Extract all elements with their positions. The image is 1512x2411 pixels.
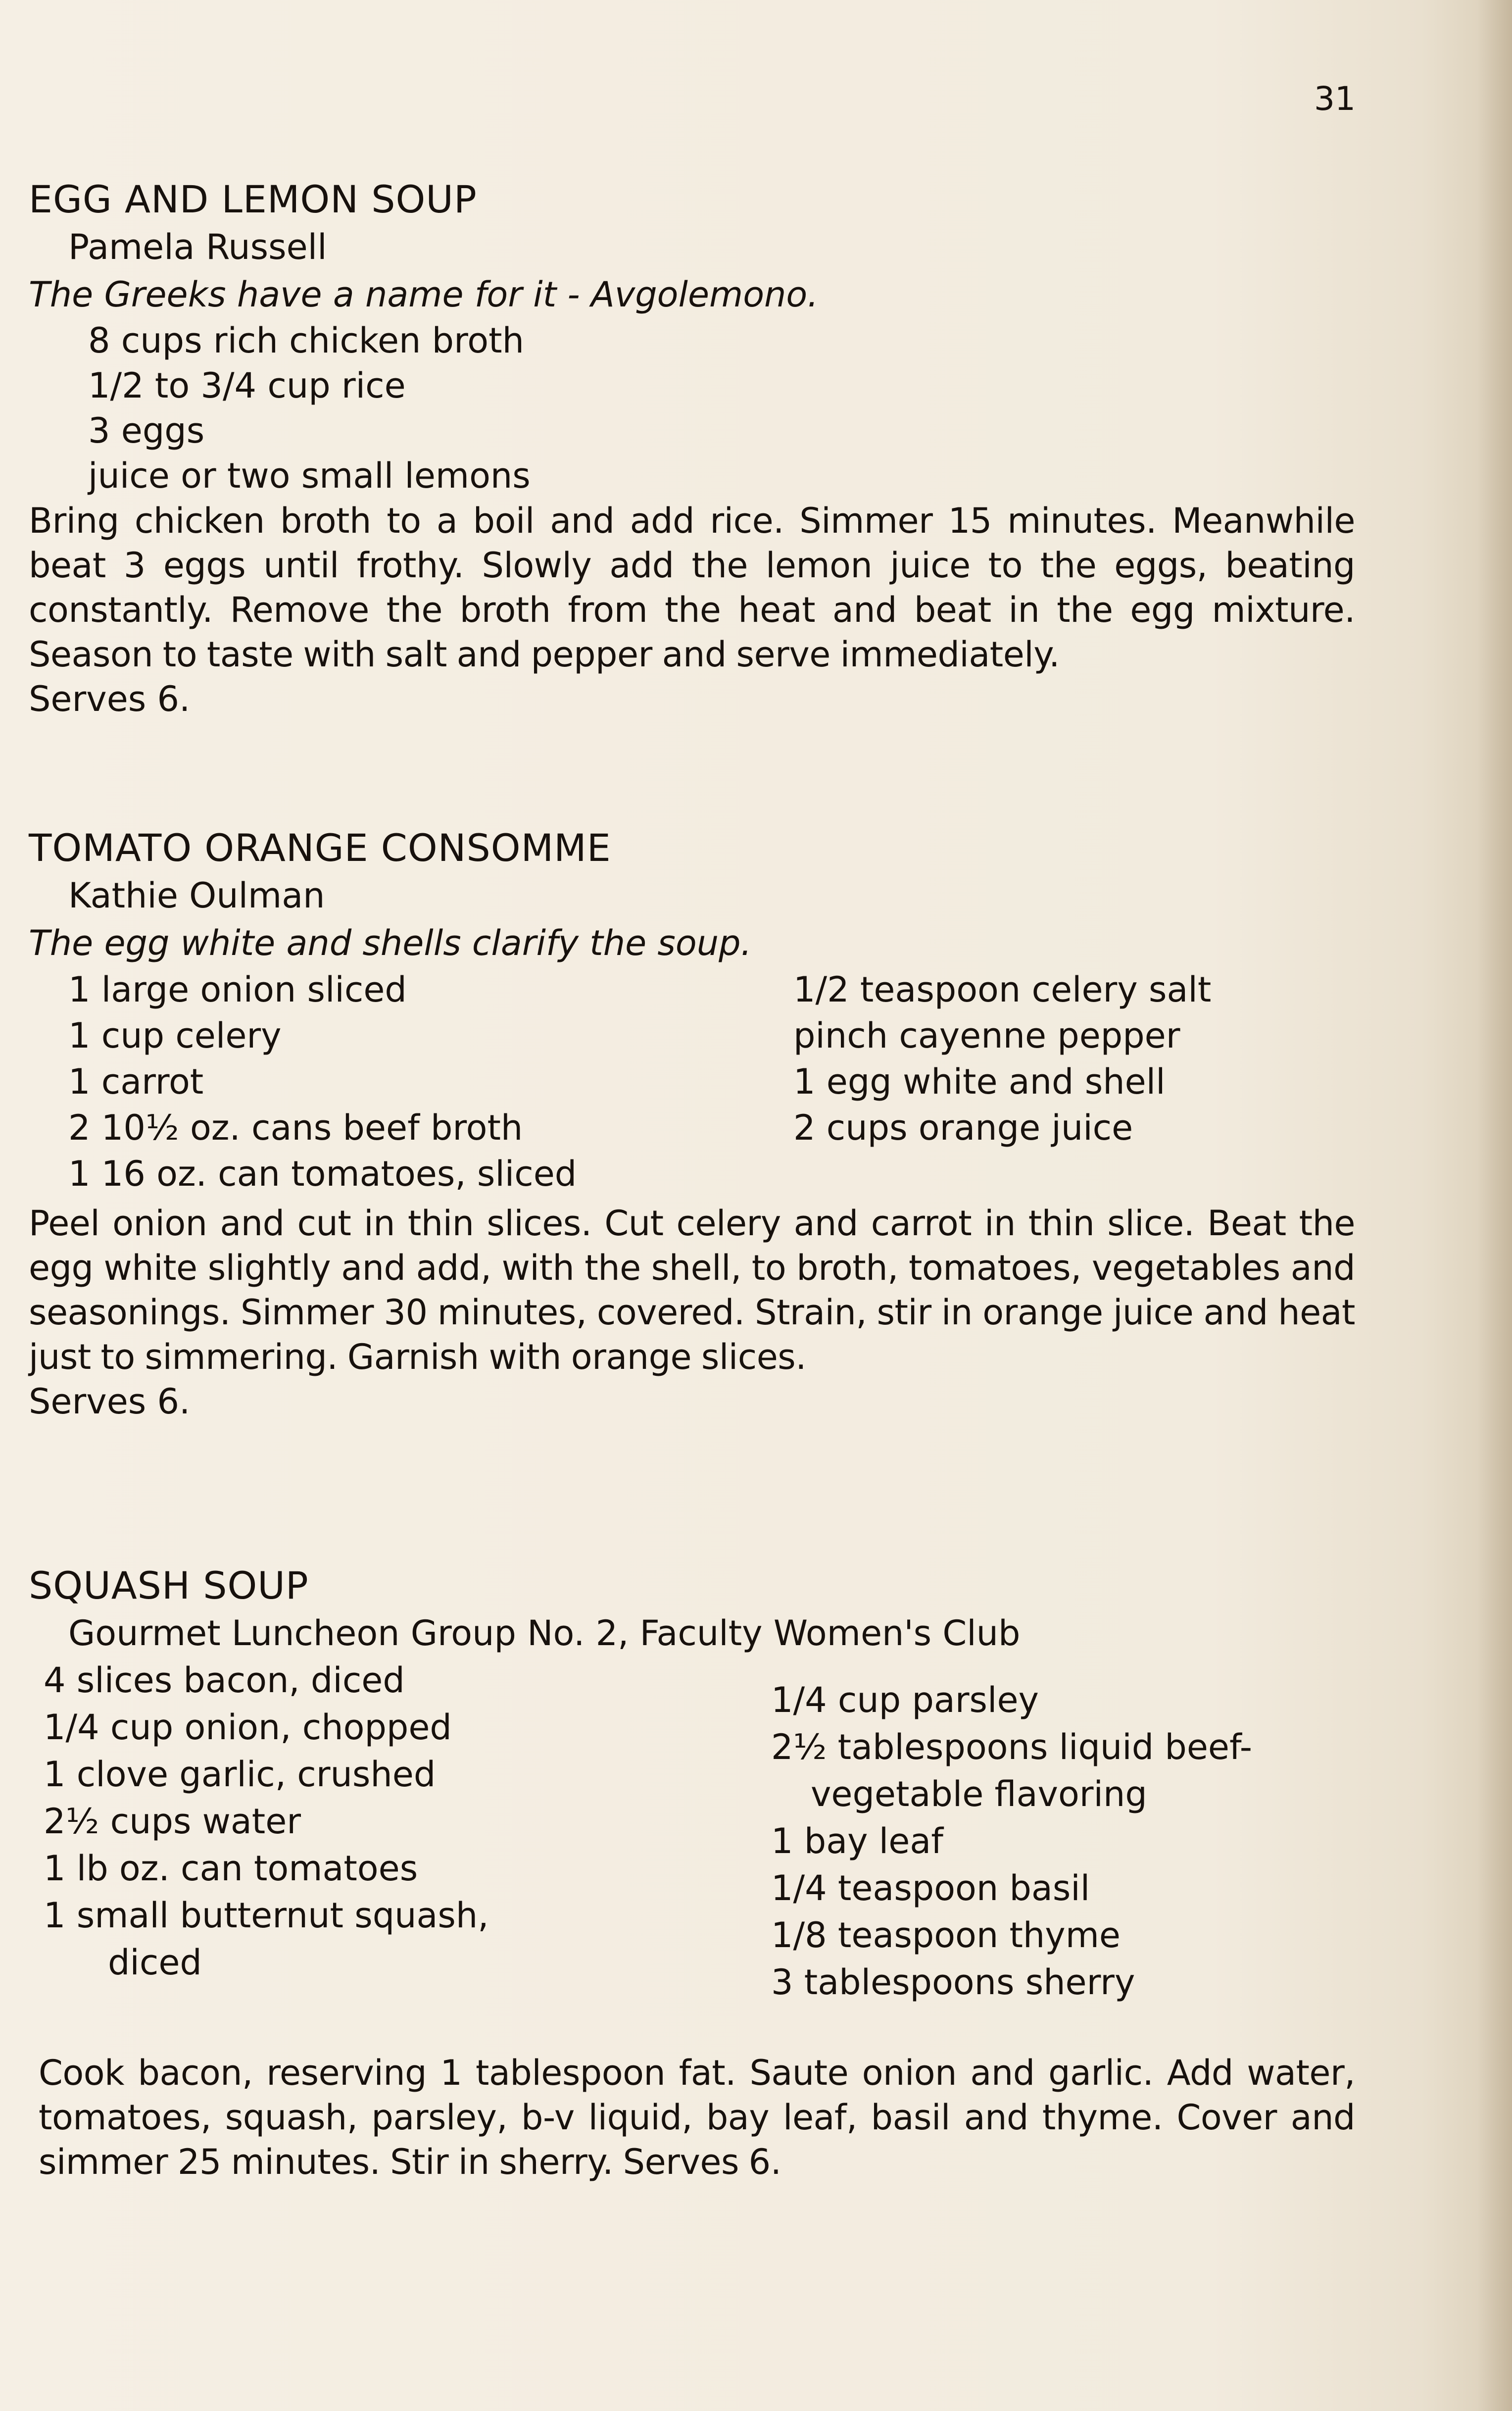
recipe-serves: Serves 6. (29, 679, 191, 719)
ingredient: 1/2 teaspoon celery salt (793, 969, 1212, 1010)
ingredient-columns (29, 967, 1355, 1197)
ingredient: 1 egg white and shell (793, 1061, 1166, 1102)
ingredient: 1/4 cup onion, chopped (44, 1707, 452, 1748)
ingredient: 1 clove garlic, crushed (44, 1754, 436, 1795)
ingredient: 1/4 cup parsley (771, 1680, 1039, 1720)
recipe-egg-lemon-soup (29, 176, 1355, 722)
ingredient-column-right (793, 967, 1355, 1197)
ingredient: 2 10½ oz. cans beef broth (68, 1107, 523, 1148)
ingredient-columns (29, 1657, 1355, 2006)
ingredient: 2 cups orange juice (793, 1107, 1133, 1148)
ingredient: 3 eggs (88, 410, 205, 451)
ingredient: juice or two small lemons (88, 455, 531, 496)
ingredient: 1 carrot (68, 1061, 204, 1102)
ingredient: 8 cups rich chicken broth (88, 320, 524, 361)
recipe-serves: Serves 6. (29, 1381, 191, 1422)
ingredient-column-left (29, 1657, 771, 2006)
ingredient-column-right (771, 1657, 1355, 2006)
ingredient: 1 cup celery (68, 1015, 282, 1056)
recipe-title: EGG AND LEMON SOUP (29, 177, 477, 221)
ingredient-continuation: vegetable flavoring (811, 1774, 1147, 1814)
ingredient: 2½ cups water (44, 1801, 301, 1842)
ingredient: 1 large onion sliced (68, 969, 407, 1010)
ingredient: 3 tablespoons sherry (771, 1962, 1135, 2003)
recipe-directions: Cook bacon, reserving 1 tablespoon fat. Saute onion and garlic. Add water, tomatoes, squash, parsley, b-v liquid, bay leaf, basil and thyme. Cover and simmer 25 minutes. Stir in sherry. Serves 6. (39, 2053, 1355, 2182)
page-number: 31 (1314, 80, 1356, 118)
recipe-author: Gourmet Luncheon Group No. 2, Faculty Women's Club (68, 1613, 1021, 1654)
recipe-intro: The Greeks have a name for it - Avgolemono. (29, 274, 819, 315)
ingredient: 1 small butternut squash, (44, 1895, 489, 1936)
ingredient: 4 slices bacon, diced (44, 1660, 405, 1701)
ingredient-continuation: diced (108, 1942, 202, 1983)
page-spine-shadow (1477, 0, 1512, 2411)
recipe-directions: Peel onion and cut in thin slices. Cut celery and carrot in thin slice. Beat the egg white slightly and add, with the shell, to broth, tomatoes, vegetables and seasonings. Simmer 30 minutes, covered. Strain, stir in orange juice and heat just to simmering. Garnish with orange slices. (29, 1203, 1355, 1377)
ingredient: 1/8 teaspoon thyme (771, 1915, 1121, 1956)
recipe-title: TOMATO ORANGE CONSOMME (29, 826, 611, 870)
ingredient: 2½ tablespoons liquid beef- (771, 1727, 1253, 1767)
recipe-title: SQUASH SOUP (29, 1563, 309, 1607)
ingredient: 1 lb oz. can tomatoes (44, 1848, 418, 1889)
recipe-author: Kathie Oulman (68, 875, 325, 916)
ingredient: 1 16 oz. can tomatoes, sliced (68, 1154, 577, 1194)
ingredient-column-left (29, 967, 793, 1197)
ingredient: 1/2 to 3/4 cup rice (88, 365, 406, 406)
recipe-tomato-orange-consomme (29, 824, 1355, 1424)
recipe-directions: Bring chicken broth to a boil and add rice. Simmer 15 minutes. Meanwhile beat 3 eggs until frothy. Slowly add the lemon juice to the eggs, beating constantly. Remove the broth from the heat and beat in the egg mixture. Season to taste with salt and pepper and serve immediately. (29, 501, 1355, 675)
ingredient: 1 bay leaf (771, 1821, 943, 1861)
ingredient: pinch cayenne pepper (793, 1015, 1180, 1056)
recipe-intro: The egg white and shells clarify the soup. (29, 923, 752, 963)
ingredient: 1/4 teaspoon basil (771, 1868, 1090, 1909)
recipe-squash-soup (29, 1562, 1355, 2184)
recipe-author: Pamela Russell (68, 227, 327, 267)
